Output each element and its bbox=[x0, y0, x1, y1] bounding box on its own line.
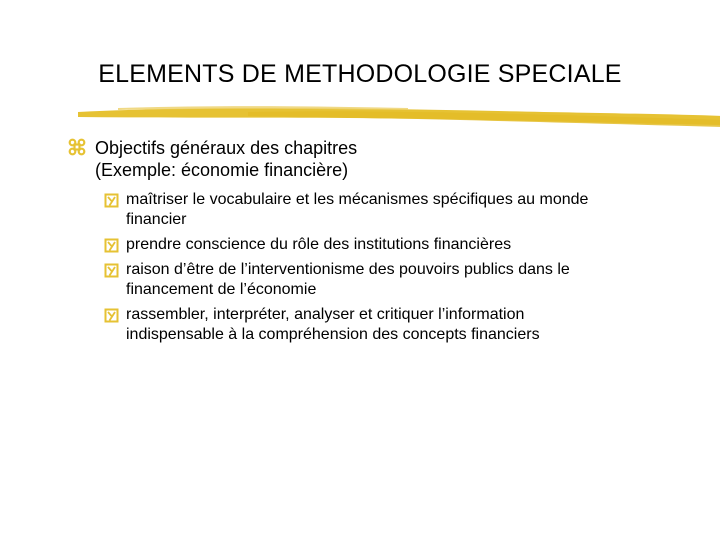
y-box-icon bbox=[104, 308, 119, 323]
bullet-level2-line: maîtriser le vocabulaire et les mécanismes spécifiques au monde bbox=[126, 191, 589, 208]
title-underline-brush bbox=[78, 100, 720, 134]
bullet-level2-line: financement de l’économie bbox=[126, 281, 317, 298]
bullet-level2-item bbox=[104, 305, 684, 345]
bullet-level2-line: indispensable à la compréhension des concepts financiers bbox=[126, 326, 540, 343]
bullet-level2-line: prendre conscience du rôle des institutions financières bbox=[126, 236, 512, 253]
bullet-level2-item bbox=[104, 235, 684, 255]
bullet-level1-line: Objectifs généraux des chapitres bbox=[95, 138, 358, 158]
slide-title: ELEMENTS DE METHODOLOGIE SPECIALE bbox=[98, 60, 622, 88]
bullet-level2-line: financier bbox=[126, 211, 187, 228]
bullet-level1-text bbox=[95, 137, 675, 181]
y-box-icon bbox=[104, 238, 119, 253]
bullet-level2-item bbox=[104, 190, 684, 230]
y-box-icon bbox=[104, 193, 119, 208]
y-box-icon bbox=[104, 263, 119, 278]
bullet-level2-item bbox=[104, 260, 684, 300]
bullet-level2-line: raison d’être de l’interventionisme des pouvoirs publics dans le bbox=[126, 261, 570, 278]
bullet-level2-line: rassembler, interpréter, analyser et critiquer l’information bbox=[126, 306, 525, 323]
bullet-level2-list bbox=[104, 190, 684, 350]
bullet-level1-line: (Exemple: économie financière) bbox=[95, 160, 349, 180]
command-key-icon bbox=[68, 138, 86, 156]
